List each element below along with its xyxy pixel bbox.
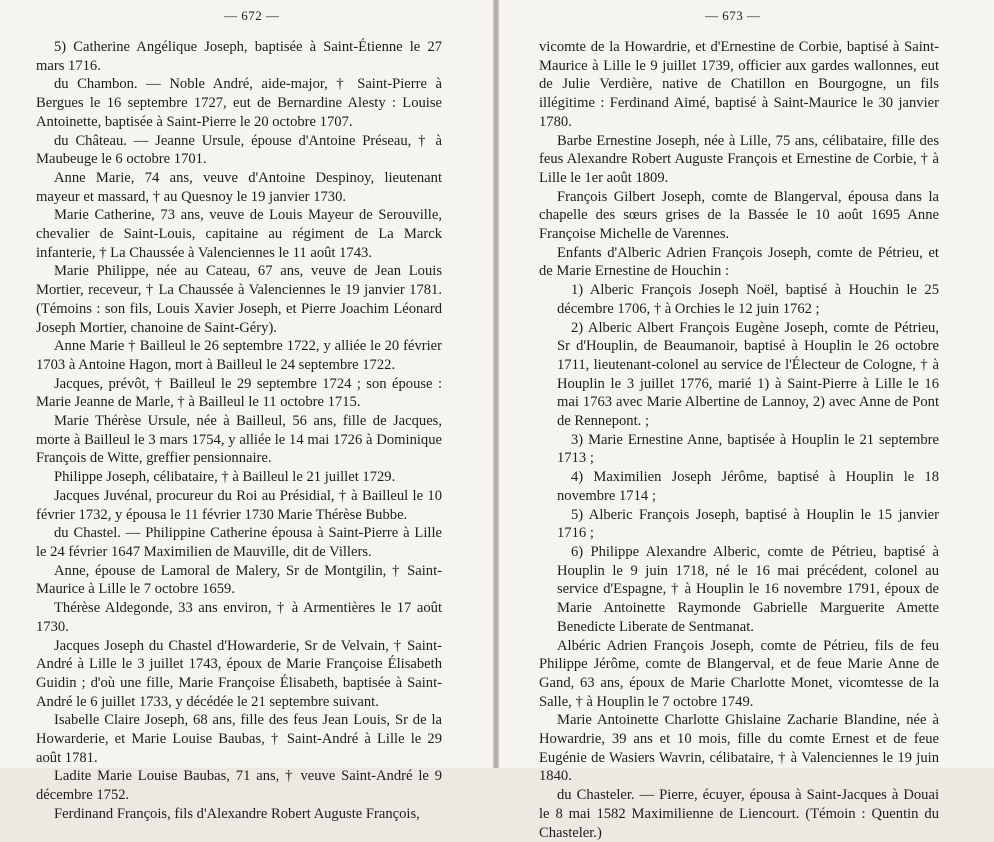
paragraph: 1) Alberic François Joseph Noël, baptisé à Houchin le 25 décembre 1706, † à Orchies le 12 juin 1762 ; <box>557 282 939 317</box>
paragraph: Marie Antoinette Charlotte Ghislaine Zacharie Blandine, née à Howardrie, 39 ans et 10 mois, fille du comte Ernest et de feue Eugénie de Wasiers Wavrin, célibataire, † à Valenciennes le 19 juin 1840. <box>539 712 939 785</box>
paragraph: 6) Philippe Alexandre Alberic, comte de Pétrieu, baptisé à Houplin le 9 juin 1718, né le 16 mai précédent, colonel au service d'Espagne, † à Houplin le 16 novembre 1791, époux de Marie Antoinette Raymonde Gabrielle Marguerite Amette Benedicte Liberate de Sentmanat. <box>557 543 939 635</box>
left-page <box>0 0 493 822</box>
text-column <box>36 38 442 824</box>
paragraph: du Château. — Jeanne Ursule, épouse d'Antoine Préseau, † à Maubeuge le 6 octobre 1701. <box>36 132 442 168</box>
paragraph: 2) Alberic Albert François Eugène Joseph, comte de Pétrieu, Sr d'Houplin, de Beaumanoir, baptisé à Houplin le 26 octobre 1711, lieutenant-colonel au service de l'Électeur de Cologne, † à Houplin le 3 juillet 1776, marié 1) à Saint-Pierre à Lille le 16 mai 1763 avec Marie Albertine de Lannoy, 2) avec Anne de Pont de Rennepont. ; <box>557 319 939 430</box>
page-number: — 672 — <box>224 8 280 23</box>
paragraph: Anne Marie, 74 ans, veuve d'Antoine Despinoy, lieutenant mayeur et massard, † au Quesnoy le 19 janvier 1730. <box>36 169 442 205</box>
paragraph: du Chambon. — Noble André, aide-major, † Saint-Pierre à Bergues le 16 septembre 1727, eut de Bernardine Alesty : Louise Antoinette, baptisée à Saint-Pierre le 20 octobre 1707. <box>36 76 442 130</box>
paragraph: Marie Thérèse Ursule, née à Bailleul, 56 ans, fille de Jacques, morte à Bailleul le 3 mars 1754, y alliée le 14 mai 1726 à Dominique François de Witte, greffier pensionnaire. <box>36 413 442 467</box>
paragraph: Ferdinand François, fils d'Alexandre Robert Auguste François, <box>54 805 420 822</box>
page-number: — 673 — <box>705 8 761 23</box>
paragraph: du Chastel. — Philippine Catherine épousa à Saint-Pierre à Lille le 24 février 1647 Maximilien de Mauville, dit de Villers. <box>36 525 442 560</box>
paragraph: Jacques Joseph du Chastel d'Howarderie, Sr de Velvain, † Saint-André à Lille le 3 juillet 1743, époux de Marie Françoise Élisabeth Guidin ; d'où une fille, Marie Françoise Élisabeth, baptisée à Saint-André le 6 juillet 1733, y décédée le 21 septembre suivant. <box>36 637 442 710</box>
paragraph: Anne, épouse de Lamoral de Malery, Sr de Montgilin, † Saint-Maurice à Lille le 7 octobre 1659. <box>36 562 442 598</box>
paragraph: Ladite Marie Louise Baubas, 71 ans, † veuve Saint-André le 9 décembre 1752. <box>36 768 442 804</box>
paragraph: Enfants d'Alberic Adrien François Joseph, comte de Pétrieu, et de Marie Ernestine de Houchin : <box>539 244 939 280</box>
paragraph: Marie Philippe, née au Cateau, 67 ans, veuve de Jean Louis Mortier, receveur, † La Chaussée à Valenciennes le 19 janvier 1781. (Témoins : son fils, Louis Xavier Joseph, et Pierre Joachim Léonard Joseph Mortier, chanoine de Saint-Géry). <box>36 263 442 336</box>
paragraph: du Chasteler. — Pierre, écuyer, épousa à Saint-Jacques à Douai le 8 mai 1582 Maximilienne de Liencourt. (Témoin : Quentin du Chasteler.) <box>539 787 939 841</box>
paragraph: Jacques Juvénal, procureur du Roi au Présidial, † à Bailleul le 10 février 1732, y épousa le 11 février 1730 Marie Thérèse Bubbe. <box>36 487 442 523</box>
text-column <box>539 38 939 842</box>
paragraph: Thérèse Aldegonde, 33 ans environ, † à Armentières le 17 août 1730. <box>36 600 442 635</box>
paragraph: 4) Maximilien Joseph Jérôme, baptisé à Houplin le 18 novembre 1714 ; <box>557 469 939 504</box>
paragraph: vicomte de la Howardrie, et d'Ernestine de Corbie, baptisé à Saint-Maurice à Lille le 9 juillet 1739, officier aux gardes wallonnes, eut de Julie Verdière, native de Chatillon en Bourgogne, un fils illégitime : Ferdinand Aimé, baptisé à Saint-Maurice le 30 janvier 1780. <box>539 39 939 130</box>
paragraph: 5) Catherine Angélique Joseph, baptisée à Saint-Étienne le 27 mars 1716. <box>36 39 442 74</box>
paragraph: 3) Marie Ernestine Anne, baptisée à Houplin le 21 septembre 1713 ; <box>557 431 939 467</box>
paragraph: Jacques, prévôt, † Bailleul le 29 septembre 1724 ; son épouse : Marie Jeanne de Marle, † à Bailleul le 11 octobre 1715. <box>36 375 442 411</box>
paragraph: François Gilbert Joseph, comte de Blangerval, épousa dans la chapelle des sœurs grises de la Bassée le 10 août 1695 Anne Françoise Michelle de Varennes. <box>539 188 939 243</box>
paragraph: Barbe Ernestine Joseph, née à Lille, 75 ans, célibataire, fille des feus Alexandre Robert Auguste François et Ernestine de Corbie, † à Lille le 1er août 1809. <box>539 132 939 186</box>
paragraph: Isabelle Claire Joseph, 68 ans, fille des feus Jean Louis, Sr de la Howarderie, et Marie Louise Baubas, † Saint-André à Lille le 29 août 1781. <box>36 712 442 766</box>
paragraph: Philippe Joseph, célibataire, † à Bailleul le 21 juillet 1729. <box>54 469 396 486</box>
paragraph: Anne Marie † Bailleul le 26 septembre 1722, y alliée le 20 février 1703 à Antoine Hagon, mort à Bailleul le 24 septembre 1722. <box>36 338 442 373</box>
right-page <box>499 0 994 841</box>
paragraph: Marie Catherine, 73 ans, veuve de Louis Mayeur de Serouville, chevalier de Saint-Louis, capitaine au régiment de La Marck infanterie, † La Chaussée à Valenciennes le 11 août 1743. <box>36 207 442 261</box>
paragraph: Albéric Adrien François Joseph, comte de Pétrieu, fils de feu Philippe Jérôme, comte de Blangerval, et de feue Marie Anne de Gand, 63 ans, époux de Marie Charlotte Monet, vicomtesse de la Salle, † à Houplin le 7 octobre 1749. <box>539 637 939 710</box>
paragraph: 5) Alberic François Joseph, baptisé à Houplin le 15 janvier 1716 ; <box>557 506 939 542</box>
